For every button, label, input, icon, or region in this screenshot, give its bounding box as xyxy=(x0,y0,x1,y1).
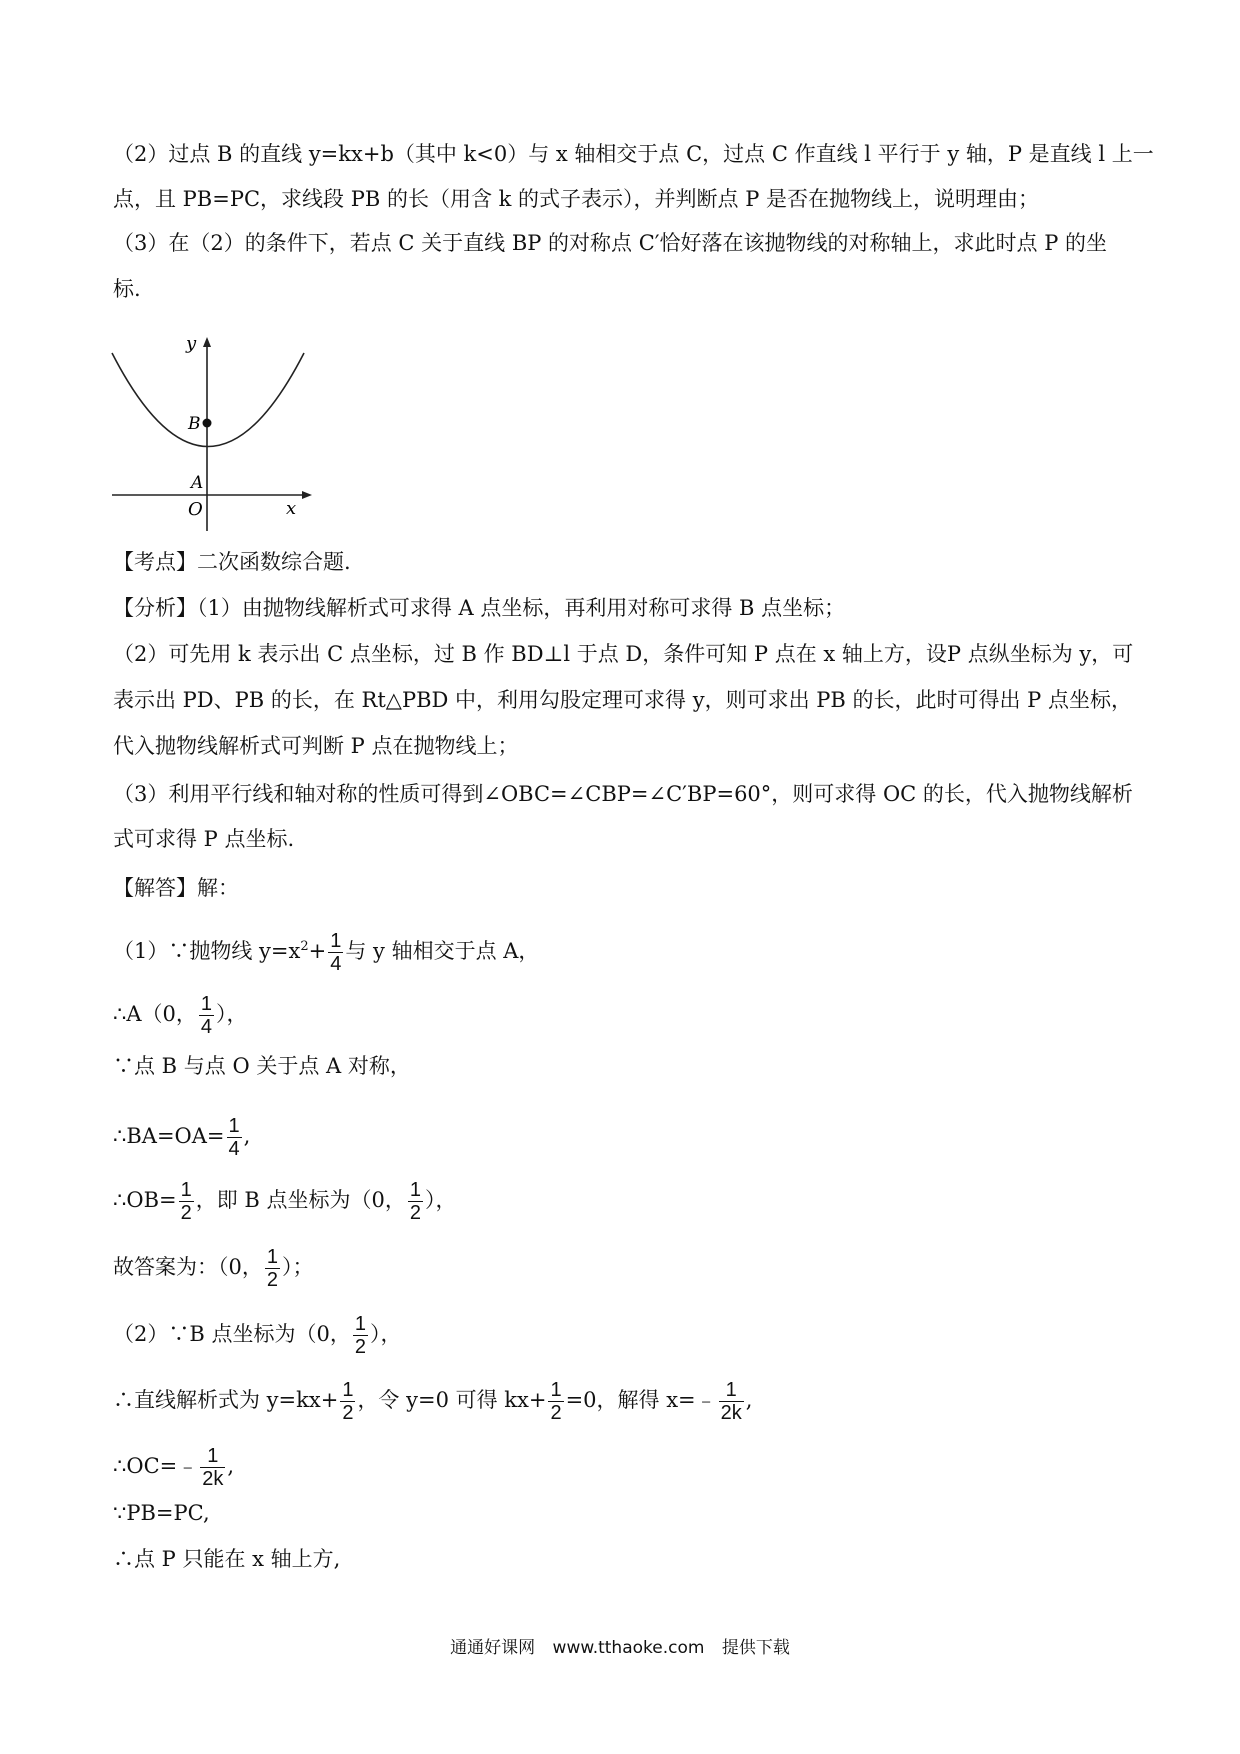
solution-step4: ∴BA=OA= $\frac{1}{4}$ , xyxy=(113,1115,251,1160)
solution-step9: ∴OC=﹣ $\frac{1}{2k}$ , xyxy=(113,1445,235,1490)
fraction-one-over-2k: $\frac{1}{2k}$ xyxy=(720,1379,742,1424)
fraction-one-over-2k: $\frac{1}{2k}$ xyxy=(202,1445,224,1490)
solution-step11: ∴点 P 只能在 x 轴上方, xyxy=(113,1547,341,1571)
solution-step7: （2）∵B 点坐标为（0， $\frac{1}{2}$ ）， xyxy=(113,1313,402,1358)
solution-step6: 故答案为：（0， $\frac{1}{2}$ ）； xyxy=(113,1246,314,1291)
fraction-one-half: $\frac{1}{2}$ xyxy=(266,1246,278,1291)
problem-part2-line1: （2）过点 B 的直线 y=kx+b（其中 k<0）与 x 轴相交于点 C，过点 C 作直线 l 平行于 y 轴，P 是直线 l 上一 xyxy=(113,142,1154,166)
problem-part2-line2: 点，且 PB=PC，求线段 PB 的长（用含 k 的式子表示），并判断点 P 是否在抛物线上，说明理由； xyxy=(113,187,1039,211)
solution-heading: 【解答】解： xyxy=(113,876,239,900)
x-axis-label: x xyxy=(286,498,297,519)
analysis-line4: 代入抛物线解析式可判断 P 点在抛物线上； xyxy=(113,734,519,758)
kaodian: 【考点】二次函数综合题. xyxy=(113,550,351,574)
fraction-one-half: $\frac{1}{2}$ xyxy=(342,1379,354,1424)
parabola-curve xyxy=(112,353,304,447)
y-axis-arrow xyxy=(203,337,211,347)
problem-part3-line1: （3）在（2）的条件下，若点 C 关于直线 BP 的对称点 C′恰好落在该抛物线的对称轴上，求此时点 P 的坐 xyxy=(113,231,1108,255)
x-axis-arrow xyxy=(302,491,312,499)
solution-step3: ∵点 B 与点 O 关于点 A 对称， xyxy=(113,1054,411,1078)
footer-url[interactable]: www.tthaoke.com xyxy=(552,1638,705,1658)
solution-step10: ∵PB=PC, xyxy=(113,1501,210,1525)
analysis-line5: （3）利用平行线和轴对称的性质可得到∠OBC=∠CBP=∠C′BP=60°，则可求得 OC 的长，代入抛物线解析 xyxy=(113,782,1133,806)
fraction-one-quarter: $\frac{1}{4}$ xyxy=(330,930,342,975)
point-b xyxy=(203,419,212,428)
solution-step5: ∴OB= $\frac{1}{2}$ ，即 B 点坐标为（0， $\frac{1}{2}$ ）， xyxy=(113,1179,457,1224)
analysis-line6: 式可求得 P 点坐标. xyxy=(113,827,295,851)
origin-label: O xyxy=(188,499,203,520)
point-b-label: B xyxy=(188,414,201,434)
problem-part3-line2: 标. xyxy=(113,277,141,301)
footer-site-name: 通通好课网 xyxy=(450,1638,536,1658)
solution-step2: ∴A（0， $\frac{1}{4}$ ）， xyxy=(113,993,248,1038)
fraction-one-half: $\frac{1}{2}$ xyxy=(354,1313,366,1358)
fraction-one-quarter: $\frac{1}{4}$ xyxy=(200,993,213,1038)
fraction-one-half: $\frac{1}{2}$ xyxy=(409,1179,422,1224)
page-footer xyxy=(0,1633,1240,1658)
solution-step8: ∴直线解析式为 y=kx+ $\frac{1}{2}$ ，令 y=0 可得 kx+ $\frac{1}{2}$ =0，解得 x=﹣ $\frac{1}{2k}$ , xyxy=(113,1379,753,1424)
analysis-line1: 【分析】（1）由抛物线解析式可求得 A 点坐标，再利用对称可求得 B 点坐标； xyxy=(113,596,846,620)
analysis-line3: 表示出 PD、PB 的长，在 Rt△PBD 中，利用勾股定理可求得 y，则可求出 PB 的长，此时可得出 P 点坐标， xyxy=(113,688,1132,712)
fraction-one-quarter: $\frac{1}{4}$ xyxy=(228,1115,240,1160)
parabola-figure xyxy=(108,335,318,535)
solution-step1: （1）∵抛物线 $y=x^2+$ $\frac{1}{4}$ 与 y 轴相交于点 A， xyxy=(113,930,540,975)
fraction-one-half: $\frac{1}{2}$ xyxy=(180,1179,192,1224)
analysis-line2: （2）可先用 k 表示出 C 点坐标，过 B 作 BD⊥l 于点 D，条件可知 P 点在 x 轴上方，设P 点纵坐标为 y，可 xyxy=(113,642,1134,666)
point-a-label: A xyxy=(191,473,204,493)
fraction-one-half: $\frac{1}{2}$ xyxy=(550,1379,562,1424)
y-axis-label: y xyxy=(186,335,197,354)
footer-suffix: 提供下载 xyxy=(721,1638,790,1658)
